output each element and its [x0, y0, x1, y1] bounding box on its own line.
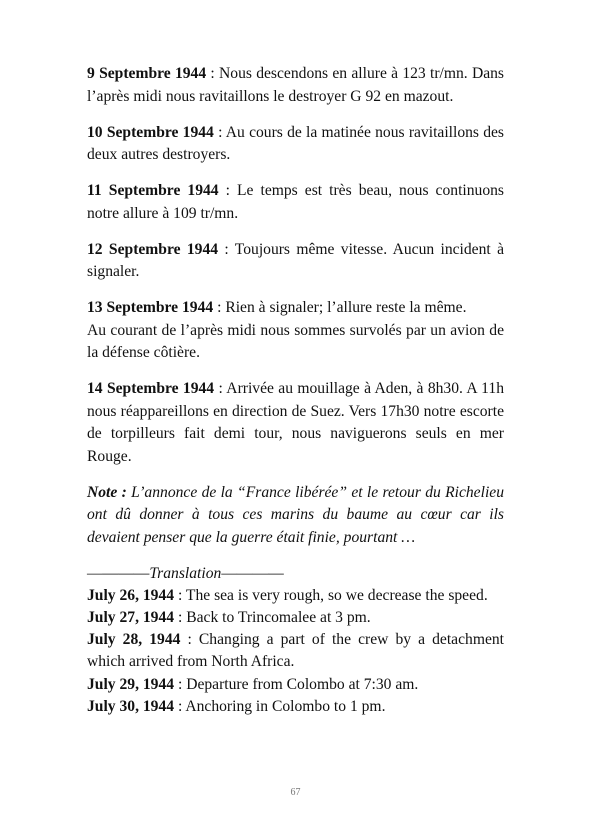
entry-date: 10 Septembre 1944 [87, 123, 214, 141]
separator-dash-left: ———— [87, 564, 150, 582]
entry-13-sept [87, 297, 504, 365]
entry-10-sept [87, 122, 504, 167]
entry-text-continued: Au courant de l’après midi nous sommes survolés par un avion de la défense côtière. [87, 321, 504, 361]
note-paragraph [87, 482, 504, 550]
separator-dash-right: ———— [221, 564, 284, 582]
entry-text: : Anchoring in Colombo to 1 pm. [174, 697, 386, 715]
note-text: L’annonce de la “France libérée” et le retour du Richelieu ont dû donner à tous ces marins du baume au cœur car ils devaient penser que la guerre était finie, pourtant … [87, 483, 504, 546]
entry-14-sept [87, 378, 504, 468]
entry-text: : Back to Trincomalee at 3 pm. [174, 608, 371, 626]
translation-entry [87, 607, 504, 629]
page-number: 67 [290, 787, 301, 798]
entry-date: 9 Septembre 1944 [87, 65, 207, 82]
entry-date: 11 Septembre 1944 [87, 182, 219, 199]
entry-text: : Toujours même vitesse. Aucun incident à signaler. [87, 240, 504, 280]
translation-entry [87, 585, 504, 607]
entry-date: July 30, 1944 [87, 697, 175, 715]
entry-date: July 27, 1944 [87, 608, 175, 626]
entry-text: : Arrivée au mouillage à Aden, à 8h30. A 11h nous réappareillons en direction de Suez. Vers 17h30 notre escorte de torpilleurs fait demi tour, nous naviguerons seuls en mer Rouge. [87, 380, 504, 465]
entry-date: July 26, 1944 [87, 586, 175, 604]
translation-entry [87, 696, 504, 718]
translation-entry [87, 674, 504, 696]
entry-date: July 29, 1944 [87, 675, 175, 693]
entry-text: : Le temps est très beau, nous continuons notre allure à 109 tr/mn. [87, 182, 504, 222]
entry-text: : Rien à signaler; l’allure reste la même. [213, 299, 467, 316]
note-label: Note : [87, 483, 127, 501]
translation-entry [87, 629, 504, 674]
entry-text: : Au cours de la matinée nous ravitaillons des deux autres destroyers. [87, 123, 504, 163]
entry-date: July 28, 1944 [87, 631, 181, 649]
entry-date: 14 Septembre 1944 [87, 380, 215, 397]
entry-text: : The sea is very rough, so we decrease the speed. [174, 586, 488, 604]
entry-date: 13 Septembre 1944 [87, 299, 214, 316]
entry-date: 12 Septembre 1944 [87, 240, 219, 258]
translation-separator [87, 563, 504, 585]
entry-text: : Departure from Colombo at 7:30 am. [174, 675, 419, 693]
entry-text: : Nous descendons en allure à 123 tr/mn. Dans l’après midi nous ravitaillons le destroyer G 92 en mazout. [87, 65, 504, 105]
entry-12-sept [87, 239, 504, 284]
page-body [87, 63, 504, 718]
entry-9-sept [87, 63, 504, 108]
separator-label: Translation [149, 564, 222, 582]
entry-11-sept [87, 180, 504, 225]
entry-text: : Changing a part of the crew by a detachment which arrived from North Africa. [87, 631, 504, 671]
